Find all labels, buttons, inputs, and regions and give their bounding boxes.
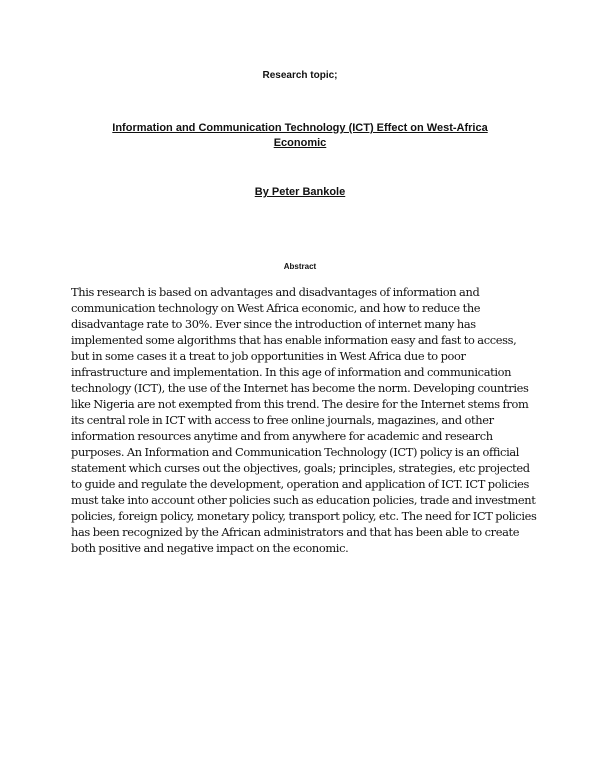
author-byline: By Peter Bankole: [254, 186, 346, 198]
research-topic-label: Research topic;: [262, 70, 338, 81]
abstract-paragraph: This research is based on advantages and disadvantages of information and communication technology on West Africa economic, and how to reduce the disadvantage rate to 30%. Ever since the introduction of internet many has implemented some algorithms that has enable information easy and fast to access, but in some cases it a treat to job opportunities in West Africa due to poor infrastructure and implementation. In this age of information and communication technology (ICT), the use of the Internet has become the norm. Developing countries like Nigeria are not exempted from this trend. The desire for the Internet stems from its central role in ICT with access to free online journals, magazines, and other information resources anytime and from anywhere for academic and research purposes. An Information and Communication Technology (ICT) policy is an official statement which curses out the objectives, goals; principles, strategies, etc projected to guide and regulate the development, operation and application of ICT. ICT policies must take into account other policies such as education policies, trade and investment policies, foreign policy, monetary policy, transport policy, etc. The need for ICT policies has been recognized by the African administrators and that has been able to create both positive and negative impact on the economic.: [71, 285, 537, 555]
title-line-2: Economic: [273, 137, 327, 149]
abstract-heading: Abstract: [283, 262, 317, 271]
document-title: [80, 121, 520, 151]
title-line-1: Information and Communication Technology (ICT) Effect on West-Africa: [112, 122, 488, 134]
